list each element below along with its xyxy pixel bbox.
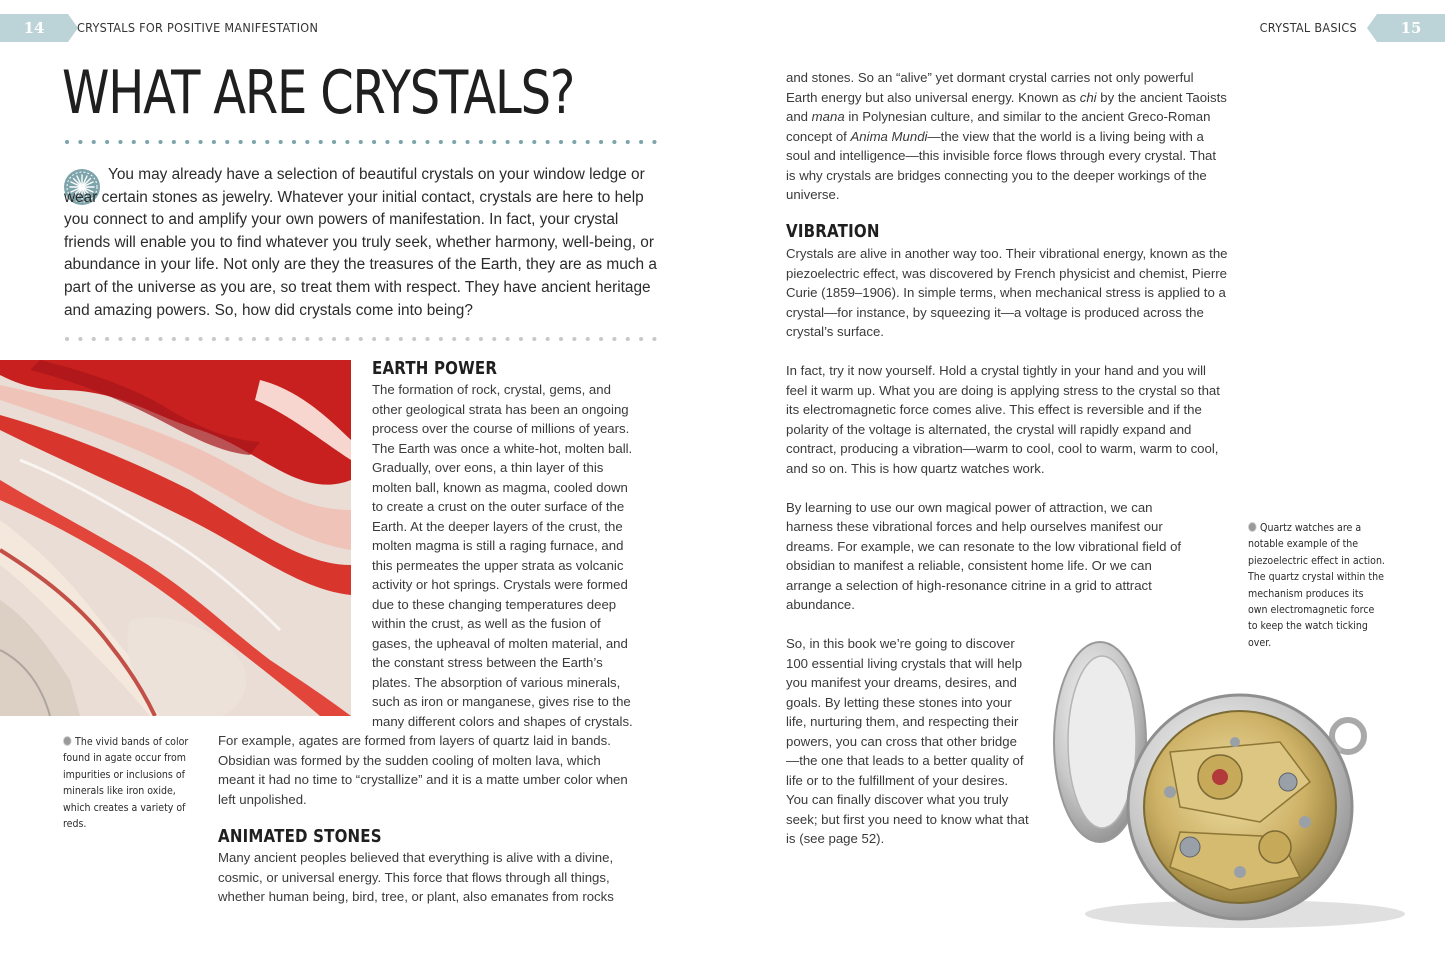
earth-power-line: activity or hot springs. Crystals were formed [372, 577, 628, 592]
continued-text-2: by the ancient Taoists and [786, 89, 1227, 124]
earth-power-line: molten ball, known as magma, cooled down [372, 479, 628, 495]
earth-power-line: such as iron or manganese, gives rise to the [372, 694, 631, 709]
continued-text-4: —the view that the world is a living being with a soul and intelligence—this invisible force flows through every crystal. That is why crystals are bridges connecting you to the deeper workings of the universe. [786, 128, 1217, 202]
animated-stones-text: Many ancient peoples believed that everything is alive with a divine, cosmic, or universal energy. This force that flows through all things, whether human being, bird, tree, or plant, also emanates from rocks [218, 850, 614, 904]
earth-power-line: molten magma is still a raging furnace, and [372, 538, 624, 553]
continued-text-3: in Polynesian culture, and similar to the ancient Greco-Roman concept of [786, 109, 1211, 144]
earth-power-heading: EARTH POWER [372, 359, 498, 379]
continued-text-1: and stones. So an “alive” yet dormant crystal carries not only powerful Earth energy but also universal energy. Known as [786, 70, 1194, 105]
earth-power-line: process over the course of millions of years. [372, 421, 630, 436]
earth-power-line: plates. The absorption of various minerals, [372, 674, 621, 690]
earth-power-continuation [218, 731, 638, 809]
earth-power-line: due to these changing temperatures deep [372, 596, 617, 612]
animated-stones-body [218, 848, 654, 907]
vibration-paragraph-2: In fact, try it now yourself. Hold a crystal tightly in your hand and you will feel it warm up. What you are doing is applying stress to the crystal so that its electromagnetic force comes alive. This effect is reversible and if the polarity of the voltage is alternated, the crystal will rapidly expand and contract, producing a vibration—warm to cool, cool to warm, warm to cool, and so on. This is how quartz watches work. [786, 363, 1220, 476]
chi-term: chi [1079, 89, 1097, 105]
left-page-tab [0, 14, 68, 42]
caption-bullet-icon [1248, 522, 1257, 532]
left-running-title: CRYSTALS FOR POSITIVE MANIFESTATION [77, 20, 319, 35]
caption-bullet-icon [63, 736, 72, 746]
left-page-number: 14 [23, 19, 45, 37]
right-page-tab [1377, 14, 1445, 42]
earth-power-line: other geological strata has been an ongoing [372, 401, 629, 417]
dotted-divider-bottom [64, 335, 662, 343]
vibration-heading: VIBRATION [786, 222, 880, 242]
intro-paragraph: You may already have a selection of beautiful crystals on your window ledge or wear certain stones as jewelry. Whatever your initial contact, crystals are here to help you connect to and amplify your own powers of manifestation. In fact, your crystal friends will enable you to find whatever you truly seek, whether harmony, well-being, or abundance in your life. Not only are they the treasures of the Earth, they are as much a part of the universe as you are, so treat them with respect. They have ancient heritage and amazing powers. So, how did crystals come into being? [64, 166, 657, 319]
earth-power-body [372, 380, 662, 731]
right-running-title: CRYSTAL BASICS [1259, 20, 1357, 35]
continued-paragraph [786, 68, 1228, 205]
animated-stones-heading: ANIMATED STONES [218, 827, 382, 847]
earth-power-line: this permeates the upper strata as volcanic [372, 557, 624, 573]
earth-power-line: within the crust, as well as the fusion of [372, 616, 601, 631]
earth-power-line: Earth. At the deeper layers of the crust, the [372, 518, 623, 534]
earth-power-line: gases, the upheaval of molten material, and [372, 635, 628, 651]
earth-power-line: many different colors and shapes of crystals. [372, 713, 633, 729]
pocket-watch-photo [1030, 632, 1430, 932]
earth-power-line: The Earth was once a white-hot, molten ball. [372, 440, 633, 456]
dotted-divider-top [64, 138, 662, 146]
earth-power-line: Gradually, over eons, a thin layer of this [372, 460, 604, 475]
agate-photo [0, 360, 351, 716]
right-page-number: 15 [1400, 19, 1422, 37]
earth-power-line: the constant stress between the Earth’s [372, 655, 603, 670]
page-title: WHAT ARE CRYSTALS? [62, 58, 575, 128]
watch-caption-text: Quartz watches are a notable example of the piezoelectric effect in action. The quartz crystal within the mechanism produces its own electromagnetic force to keep the watch ticking over. [1248, 521, 1385, 649]
agate-caption [63, 734, 190, 832]
earth-power-line: The formation of rock, crystal, gems, and [372, 382, 611, 397]
vibration-paragraph-4: So, in this book we’re going to discover 100 essential living crystals that will help you manifest your dreams, desires, and goals. By letting these stones into your life, nurturing them, and respecting their powers, you can cross that other bridge—the one that leads to a better quality of life or to the fulfillment of your desires. You can finally discover what you truly seek; but first you need to know what that is (see page 52). [786, 636, 1029, 846]
earth-power-continuation-text: For example, agates are formed from layers of quartz laid in bands. Obsidian was formed by the sudden cooling of molten lava, which meant it had no time to “crystallize” and it is a matte umber color when left unpolished. [218, 733, 628, 807]
earth-power-line: to create a crust on the outer surface of the [372, 499, 625, 514]
mana-term: mana [811, 109, 845, 124]
agate-caption-text: The vivid bands of color found in agate occur from impurities or inclusions of minerals like iron oxide, which creates a variety of reds. [63, 735, 189, 831]
vibration-paragraph-3: By learning to use our own magical power of attraction, we can harness these vibrational forces and help ourselves manifest our dreams. For example, we can resonate to the low vibrational field of obsidian to manifest a reliable, consistent home life. Or we can arrange a selection of high-resonance citrine in a grid to attract abundance. [786, 499, 1182, 612]
vibration-paragraph-1: Crystals are alive in another way too. Their vibrational energy, known as the piezoelectric effect, was discovered by French physicist and chemist, Pierre Curie (1859–1906). In simple terms, when mechanical stress is applied to a crystal—for instance, by squeezing it—a voltage is produced across the crystal’s surface. [786, 246, 1228, 339]
right-column-intro [786, 68, 1228, 205]
anima-mundi-term: Anima Mundi [850, 128, 928, 144]
